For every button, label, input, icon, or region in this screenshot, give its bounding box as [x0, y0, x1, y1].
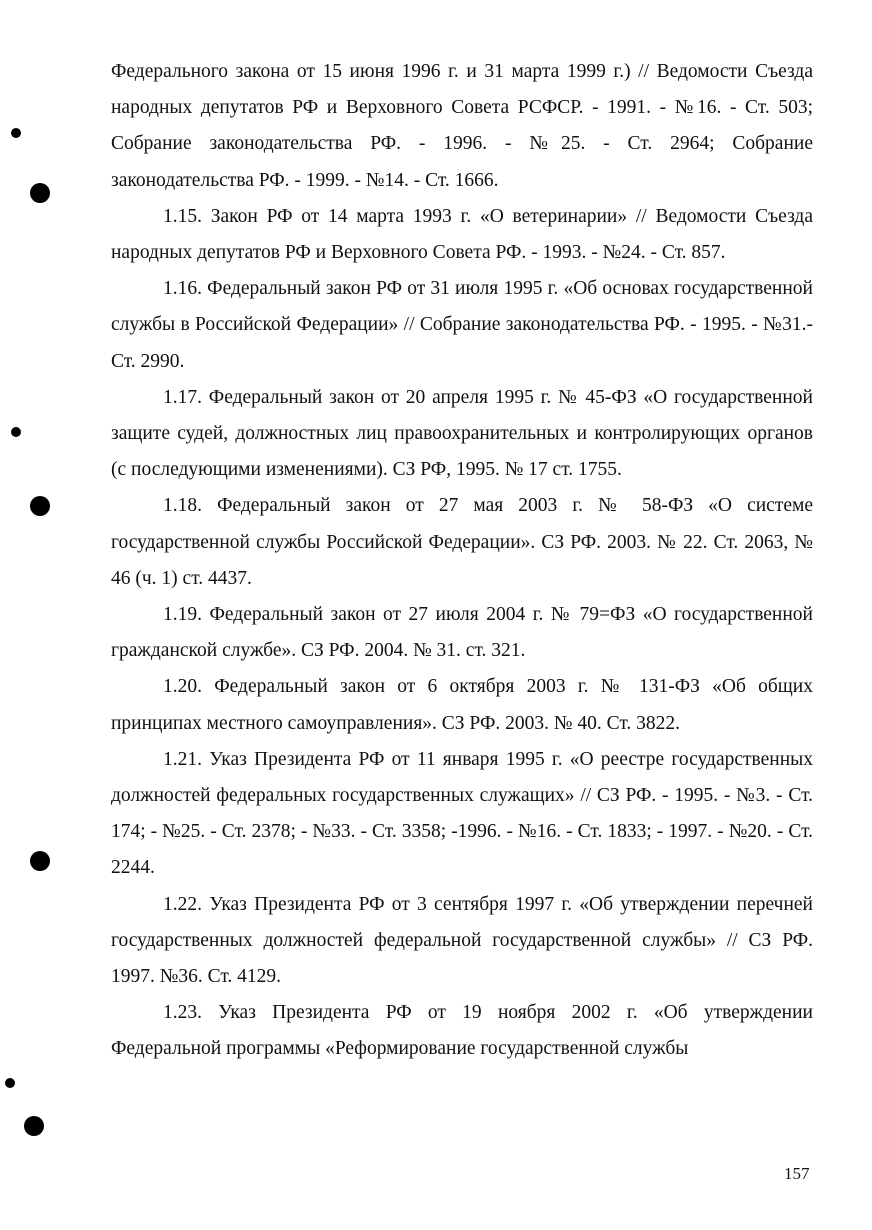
bibliography-entry-1-22: 1.22. Указ Президента РФ от 3 сентября 1997 г. «Об утверждении перечней государственных должностей федеральной государственной службы» // СЗ РФ. 1997. №36. Ст. 4129. — [111, 893, 813, 988]
bibliography-entry-1-15: 1.15. Закон РФ от 14 марта 1993 г. «О ветеринарии» // Ведомости Съезда народных депутатов РФ и Верховного Совета РФ. - 1993. - №24. - Ст. 857. — [111, 205, 813, 264]
bibliography-entry-1-19: 1.19. Федеральный закон от 27 июля 2004 г. № 79=ФЗ «О государственной гражданской службе». СЗ РФ. 2004. № 31. ст. 321. — [111, 604, 813, 662]
punch-hole-mark — [30, 851, 50, 871]
punch-hole-mark — [30, 496, 50, 516]
punch-hole-mark — [30, 183, 50, 203]
bibliography-entry-1-21: 1.21. Указ Президента РФ от 11 января 1995 г. «О реестре государственных должностей федеральных государственных служащих» // СЗ РФ. - 1995. - №3. - Ст. 174; - №25. - Ст. 2378; - №33. - Ст. 3358; -1996. - №16. - Ст. 1833; - 1997. - №20. - Ст. 2244. — [111, 748, 813, 879]
bibliography-entry-1-20: 1.20. Федеральный закон от 6 октября 2003 г. № 131-ФЗ «Об общих принципах местного самоуправления». СЗ РФ. 2003. № 40. Ст. 3822. — [111, 676, 813, 734]
punch-hole-mark — [5, 1078, 15, 1088]
page-number: 157 — [784, 1164, 810, 1183]
bibliography-entry-1-18: 1.18. Федеральный закон от 27 мая 2003 г. № 58-ФЗ «О системе государственной службы Российской Федерации». СЗ РФ. 2003. № 22. Ст. 2063, № 46 (ч. 1) ст. 4437. — [111, 495, 813, 589]
punch-hole-mark — [11, 427, 21, 437]
bibliography-entry-1-16: 1.16. Федеральный закон РФ от 31 июля 1995 г. «Об основах государственной службы в Российской Федерации» // Собрание законодательства РФ. - 1995. - №31.-Ст. 2990. — [111, 278, 813, 372]
punch-hole-mark — [11, 128, 21, 138]
bibliography-entry-1-17: 1.17. Федеральный закон от 20 апреля 1995 г. № 45-ФЗ «О государственной защите судей, должностных лиц правоохранительных и контролирующих органов (с последующими изменениями). СЗ РФ, 1995. № 17 ст. 1755. — [111, 386, 813, 481]
punch-hole-mark — [24, 1116, 44, 1136]
page-body — [111, 54, 813, 1068]
bibliography-entry-continued: Федерального закона от 15 июня 1996 г. и 31 марта 1999 г.) // Ведомости Съезда народных депутатов РФ и Верховного Совета РСФСР. - 1991. - №16. - Ст. 503; Собрание законодательства РФ. - 1996. - №25. - Ст. 2964; Собрание законодательства РФ. - 1999. - №14. - Ст. 1666. — [111, 61, 813, 191]
bibliography-entry-1-23: 1.23. Указ Президента РФ от 19 ноября 2002 г. «Об утверждении Федеральной программы «Реформирование государственной службы — [111, 1002, 813, 1060]
